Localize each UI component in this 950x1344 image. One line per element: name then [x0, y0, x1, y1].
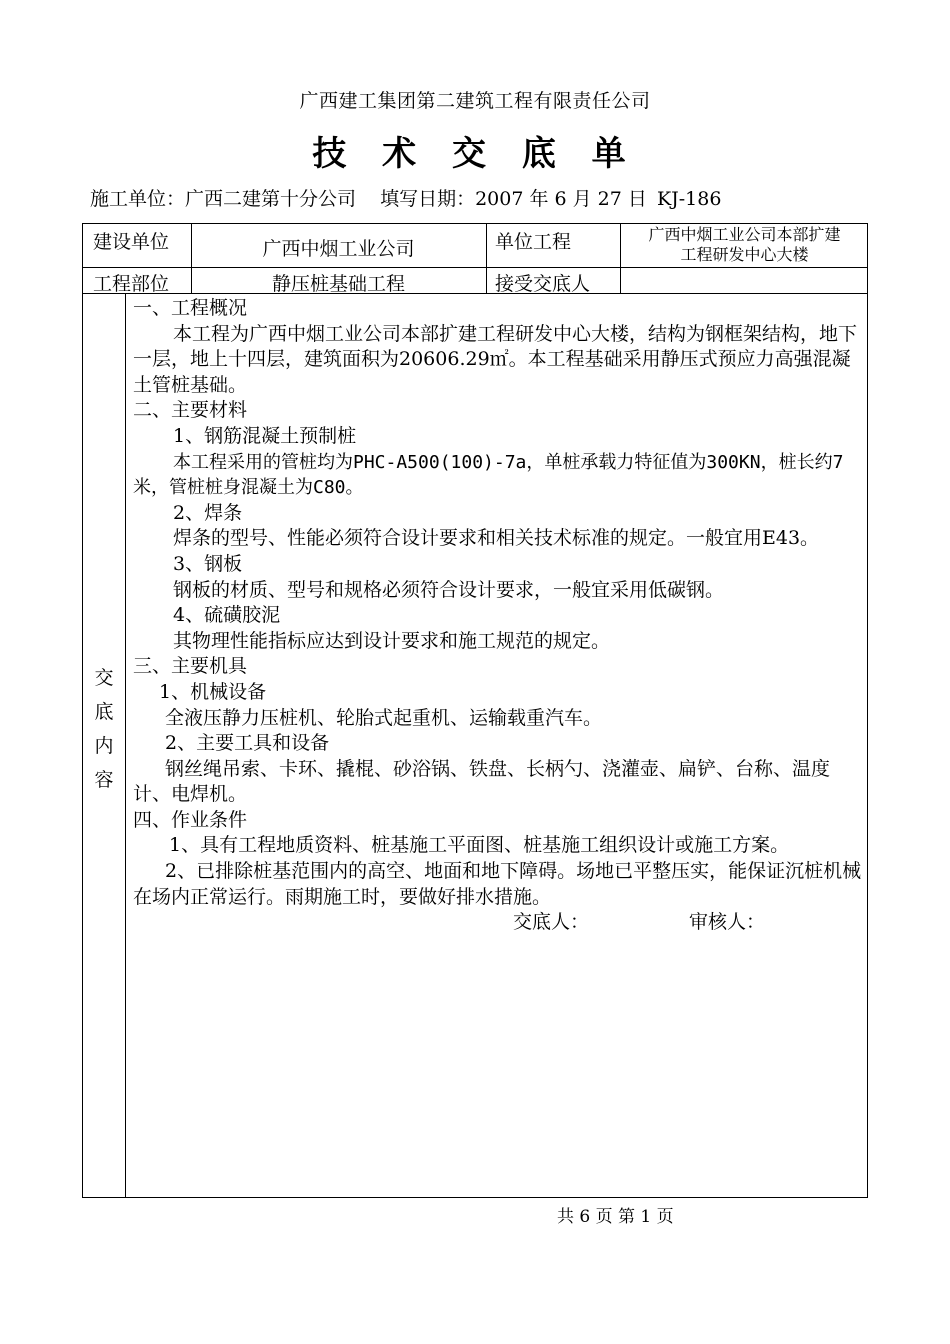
receiver-label: 接受交底人 — [495, 273, 591, 295]
disclosure-content — [133, 296, 863, 936]
section-heading: 四、作业条件 — [133, 808, 248, 831]
unit-project-line-2: 工程研发中心大楼 — [680, 245, 809, 264]
column-divider — [486, 224, 487, 293]
signer-label: 交底人： — [513, 911, 590, 934]
side-char: 内 — [94, 734, 114, 757]
condition-item: 1、具有工程地质资料、桩基施工平面图、桩基施工组织设计或施工方案。 — [169, 834, 790, 857]
disclosure-table — [82, 223, 868, 1198]
equipment-title: 2、主要工具和设备 — [165, 732, 330, 755]
unit-project-value — [620, 225, 869, 265]
condition-item: 2、已排除桩基范围内的高空、地面和地下障碍。场地已平整压实，能保证沉桩机械在场内正常运行。雨期施工时，要做好排水措施。 — [133, 860, 862, 908]
document-title: 技 术 交 底 单 — [312, 134, 638, 174]
column-divider — [125, 293, 126, 1198]
material-title: 3、钢板 — [173, 552, 243, 575]
side-char: 容 — [94, 768, 114, 791]
section-heading: 一、工程概况 — [133, 297, 248, 319]
page-counter: 共 6 页 第 1 页 — [557, 1207, 674, 1227]
material-title: 4、硫磺胶泥 — [173, 604, 281, 627]
project-part-value: 静压桩基础工程 — [271, 273, 405, 295]
row-divider — [83, 267, 867, 268]
document-meta — [90, 184, 739, 211]
equipment-text: 全液压静力压桩机、轮胎式起重机、运输载重汽车。 — [165, 706, 603, 729]
material-text: 其物理性能指标应达到设计要求和施工规范的规定。 — [173, 629, 611, 652]
side-char: 交 — [94, 666, 114, 689]
builder-label: 建设单位 — [93, 231, 170, 253]
reviewer-label: 审核人： — [689, 911, 766, 934]
project-overview: 本工程为广西中烟工业公司本部扩建工程研发中心大楼，结构为钢框架结构，地下一层，地上十四层，建筑面积为20606.29㎡。本工程基础采用静压式预应力高强混凝土管桩基础。 — [133, 322, 858, 396]
side-char: 底 — [94, 700, 114, 723]
material-text: 钢板的材质、型号和规格必须符合设计要求，一般宜采用低碳钢。 — [173, 578, 725, 601]
company-name: 广西建工集团第二建筑工程有限责任公司 — [299, 90, 651, 112]
unit-project-label: 单位工程 — [495, 231, 572, 253]
material-title: 1、钢筋混凝土预制桩 — [173, 424, 357, 447]
section-heading: 三、主要机具 — [133, 655, 248, 678]
equipment-text: 钢丝绳吊索、卡环、撬棍、砂浴锅、铁盘、长柄勺、浇灌壶、扁铲、台称、温度计、电焊机。 — [133, 757, 831, 806]
section-heading: 二、主要材料 — [133, 399, 248, 422]
construction-unit: 施工单位：广西二建第十分公司 — [90, 188, 357, 210]
material-text: 焊条的型号、性能必须符合设计要求和相关技术标准的规定。一般宜用E43。 — [173, 527, 820, 550]
signature-line — [133, 910, 863, 936]
document-number: KJ-186 — [656, 188, 722, 210]
material-text: 本工程采用的管桩均为PHC-A500(100)-7a，单桩承载力特征值为300KN，桩长约7米，管桩桩身混凝土为C80。 — [133, 451, 844, 499]
unit-project-line-1: 广西中烟工业公司本部扩建 — [648, 225, 841, 244]
project-part-label: 工程部位 — [93, 273, 170, 295]
equipment-title: 1、机械设备 — [159, 680, 267, 703]
builder-value: 广西中烟工业公司 — [262, 238, 415, 260]
disclosure-content-label — [83, 294, 125, 1164]
material-title: 2、焊条 — [173, 501, 243, 524]
fill-date: 填写日期：2007 年 6 月 27 日 — [380, 188, 647, 210]
